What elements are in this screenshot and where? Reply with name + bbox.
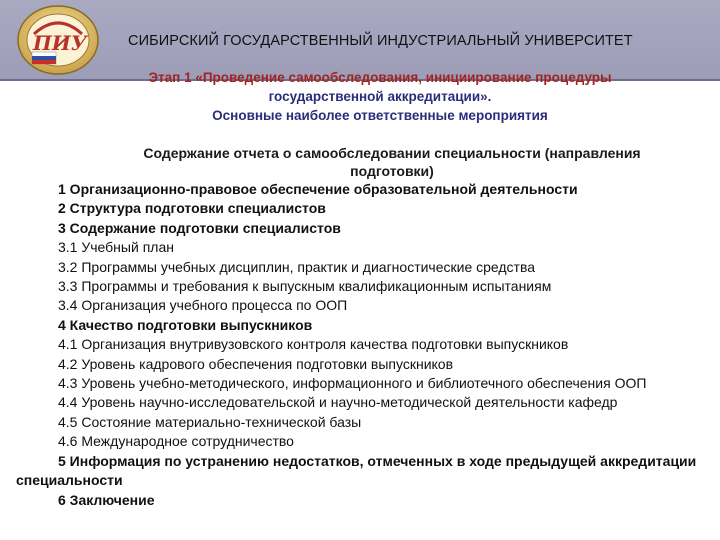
list-item: 4.4 Уровень научно-исследовательской и научно-методической деятельности кафедр xyxy=(58,394,618,411)
university-logo xyxy=(14,4,102,76)
list-item: 4.3 Уровень учебно-методического, информационного и библиотечного обеспечения ООП xyxy=(58,375,647,392)
list-item: 1 Организационно-правовое обеспечение образовательной деятельности xyxy=(58,181,578,197)
contents-list xyxy=(0,180,720,510)
report-title-line-1: Содержание отчета о самообследовании специальности (направления xyxy=(143,145,641,161)
svg-text:ПИУ: ПИУ xyxy=(32,31,88,55)
report-title-line-2: подготовки) xyxy=(350,163,434,179)
list-item: 4.2 Уровень кадрового обеспечения подготовки выпускников xyxy=(58,355,454,372)
stage-line-1: Этап 1 «Проведение самообследования, инициирование процедуры xyxy=(148,70,612,85)
stage-line-3: Основные наиболее ответственные мероприятия xyxy=(212,108,548,123)
list-item: 3.2 Программы учебных дисциплин, практик и диагностические средства xyxy=(58,258,536,275)
list-item: 4.5 Состояние материально-технической базы xyxy=(58,413,362,430)
university-title: СИБИРСКИЙ ГОСУДАРСТВЕННЫЙ ИНДУСТРИАЛЬНЫЙ УНИВЕРСИТЕТ xyxy=(128,33,633,49)
list-item: 3 Содержание подготовки специалистов xyxy=(58,219,341,236)
list-item: 4.1 Организация внутривузовского контроля качества подготовки выпускников xyxy=(58,336,569,353)
list-item: 5 Информация по устранению недостатков, отмеченных в ходе предыдущей аккредитации специальности xyxy=(16,452,697,489)
list-item: 4.6 Международное сотрудничество xyxy=(58,433,294,450)
list-item: 3.3 Программы и требования к выпускным квалификационным испытаниям xyxy=(58,278,552,295)
list-item: 2 Структура подготовки специалистов xyxy=(58,200,326,217)
list-item: 6 Заключение xyxy=(58,491,155,508)
list-item: 3.1 Учебный план xyxy=(58,239,174,256)
stage-line-2: государственной аккредитации». xyxy=(268,89,492,104)
list-item: 4 Качество подготовки выпускников xyxy=(58,316,313,333)
list-item: 3.4 Организация учебного процесса по ООП xyxy=(58,297,348,314)
stage-heading xyxy=(60,68,700,125)
report-title xyxy=(72,144,712,180)
